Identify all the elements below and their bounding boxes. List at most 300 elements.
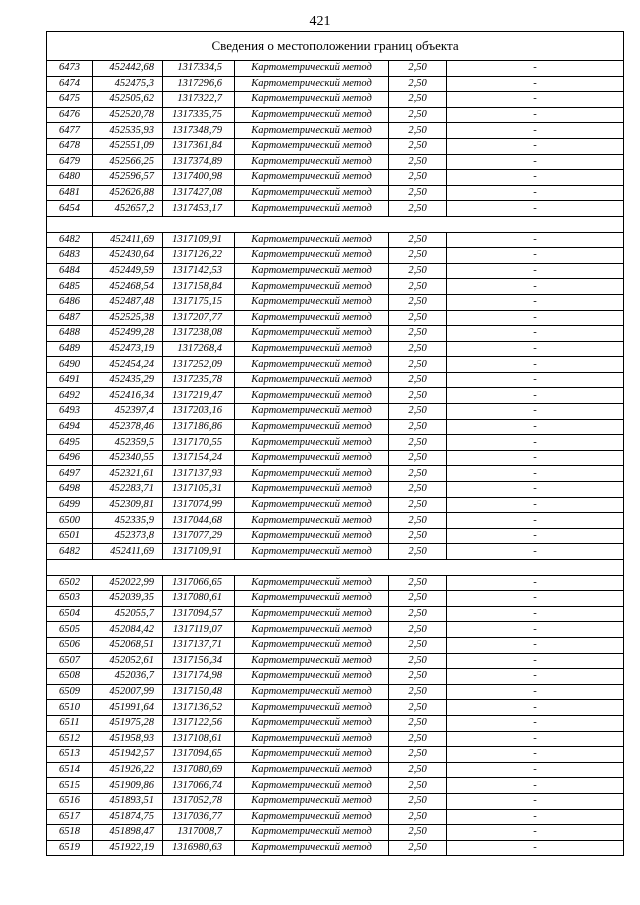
accuracy-cell: 2,50 (389, 154, 447, 170)
table-row (47, 700, 624, 716)
note-cell: - (447, 840, 624, 856)
table-row (47, 653, 624, 669)
coordinate-x: 452505,62 (93, 92, 163, 108)
table-row (47, 357, 624, 373)
point-number: 6505 (47, 622, 93, 638)
method-cell: Картометрический метод (235, 684, 389, 700)
note-cell: - (447, 357, 624, 373)
accuracy-cell: 2,50 (389, 170, 447, 186)
note-cell: - (447, 76, 624, 92)
method-cell: Картометрический метод (235, 715, 389, 731)
coordinate-x: 452449,59 (93, 263, 163, 279)
coordinate-x: 452566,25 (93, 154, 163, 170)
coordinate-x: 452442,68 (93, 61, 163, 77)
point-number: 6497 (47, 466, 93, 482)
table-row (47, 575, 624, 591)
table-row (47, 778, 624, 794)
note-cell: - (447, 762, 624, 778)
note-cell: - (447, 747, 624, 763)
table-row (47, 544, 624, 560)
coordinate-y: 1317094,65 (163, 747, 235, 763)
note-cell: - (447, 248, 624, 264)
accuracy-cell: 2,50 (389, 310, 447, 326)
coordinate-x: 452055,7 (93, 606, 163, 622)
accuracy-cell: 2,50 (389, 248, 447, 264)
coordinate-x: 452525,38 (93, 310, 163, 326)
note-cell: - (447, 107, 624, 123)
coordinate-y: 1317219,47 (163, 388, 235, 404)
method-cell: Картометрический метод (235, 138, 389, 154)
coordinate-y: 1317207,77 (163, 310, 235, 326)
note-cell: - (447, 435, 624, 451)
note-cell: - (447, 279, 624, 295)
point-number: 6510 (47, 700, 93, 716)
point-number: 6517 (47, 809, 93, 825)
accuracy-cell: 2,50 (389, 793, 447, 809)
accuracy-cell: 2,50 (389, 825, 447, 841)
table-row (47, 591, 624, 607)
point-number: 6514 (47, 762, 93, 778)
note-cell: - (447, 700, 624, 716)
coordinate-x: 451926,22 (93, 762, 163, 778)
table-row (47, 263, 624, 279)
coordinate-x: 452084,42 (93, 622, 163, 638)
coordinate-y: 1317066,74 (163, 778, 235, 794)
table-row (47, 606, 624, 622)
accuracy-cell: 2,50 (389, 513, 447, 529)
coordinate-x: 452411,69 (93, 544, 163, 560)
note-cell: - (447, 92, 624, 108)
table-row (47, 326, 624, 342)
accuracy-cell: 2,50 (389, 715, 447, 731)
coordinate-y: 1317052,78 (163, 793, 235, 809)
point-number: 6519 (47, 840, 93, 856)
accuracy-cell: 2,50 (389, 591, 447, 607)
accuracy-cell: 2,50 (389, 372, 447, 388)
note-cell: - (447, 154, 624, 170)
table-row (47, 170, 624, 186)
method-cell: Картометрический метод (235, 731, 389, 747)
accuracy-cell: 2,50 (389, 747, 447, 763)
accuracy-cell: 2,50 (389, 123, 447, 139)
note-cell: - (447, 61, 624, 77)
method-cell: Картометрический метод (235, 497, 389, 513)
coordinate-y: 1317156,34 (163, 653, 235, 669)
method-cell: Картометрический метод (235, 809, 389, 825)
method-cell: Картометрический метод (235, 201, 389, 217)
note-cell: - (447, 825, 624, 841)
method-cell: Картометрический метод (235, 513, 389, 529)
method-cell: Картометрический метод (235, 185, 389, 201)
accuracy-cell: 2,50 (389, 544, 447, 560)
point-number: 6488 (47, 326, 93, 342)
accuracy-cell: 2,50 (389, 107, 447, 123)
method-cell: Картометрический метод (235, 544, 389, 560)
point-number: 6477 (47, 123, 93, 139)
accuracy-cell: 2,50 (389, 357, 447, 373)
coordinate-x: 452468,54 (93, 279, 163, 295)
note-cell: - (447, 731, 624, 747)
coordinate-x: 452309,81 (93, 497, 163, 513)
method-cell: Картометрический метод (235, 762, 389, 778)
point-number: 6475 (47, 92, 93, 108)
accuracy-cell: 2,50 (389, 528, 447, 544)
note-cell: - (447, 201, 624, 217)
method-cell: Картометрический метод (235, 575, 389, 591)
method-cell: Картометрический метод (235, 61, 389, 77)
point-number: 6493 (47, 404, 93, 420)
point-number: 6478 (47, 138, 93, 154)
coordinate-x: 452036,7 (93, 669, 163, 685)
point-number: 6512 (47, 731, 93, 747)
point-number: 6496 (47, 450, 93, 466)
coordinate-x: 452373,8 (93, 528, 163, 544)
accuracy-cell: 2,50 (389, 185, 447, 201)
accuracy-cell: 2,50 (389, 138, 447, 154)
point-number: 6454 (47, 201, 93, 217)
method-cell: Картометрический метод (235, 419, 389, 435)
accuracy-cell: 2,50 (389, 388, 447, 404)
method-cell: Картометрический метод (235, 232, 389, 248)
table-row (47, 61, 624, 77)
accuracy-cell: 2,50 (389, 326, 447, 342)
method-cell: Картометрический метод (235, 388, 389, 404)
point-number: 6490 (47, 357, 93, 373)
coordinate-y: 1317077,29 (163, 528, 235, 544)
note-cell: - (447, 684, 624, 700)
coordinate-y: 1317036,77 (163, 809, 235, 825)
separator-cell (47, 560, 624, 576)
method-cell: Картометрический метод (235, 669, 389, 685)
coordinate-y: 1317108,61 (163, 731, 235, 747)
coordinate-x: 452335,9 (93, 513, 163, 529)
point-number: 6476 (47, 107, 93, 123)
table-row (47, 201, 624, 217)
accuracy-cell: 2,50 (389, 466, 447, 482)
coordinate-y: 1317066,65 (163, 575, 235, 591)
table-row (47, 341, 624, 357)
note-cell: - (447, 653, 624, 669)
coordinate-y: 1317335,75 (163, 107, 235, 123)
coordinate-x: 452435,29 (93, 372, 163, 388)
coordinate-y: 1317322,7 (163, 92, 235, 108)
note-cell: - (447, 450, 624, 466)
coordinate-y: 1317170,55 (163, 435, 235, 451)
point-number: 6495 (47, 435, 93, 451)
table-row (47, 279, 624, 295)
coordinate-x: 452378,46 (93, 419, 163, 435)
method-cell: Картометрический метод (235, 591, 389, 607)
point-number: 6503 (47, 591, 93, 607)
coordinate-x: 451898,47 (93, 825, 163, 841)
coordinate-y: 1317122,56 (163, 715, 235, 731)
note-cell: - (447, 372, 624, 388)
table-row (47, 107, 624, 123)
note-cell: - (447, 793, 624, 809)
point-number: 6506 (47, 637, 93, 653)
note-cell: - (447, 497, 624, 513)
table-title: Сведения о местоположении границ объекта (47, 32, 624, 61)
table-row (47, 622, 624, 638)
note-cell: - (447, 404, 624, 420)
table-row (47, 497, 624, 513)
coordinate-x: 452052,61 (93, 653, 163, 669)
coordinate-y: 1317203,16 (163, 404, 235, 420)
note-cell: - (447, 310, 624, 326)
point-number: 6486 (47, 294, 93, 310)
coordinate-y: 1317453,17 (163, 201, 235, 217)
coordinate-y: 1317074,99 (163, 497, 235, 513)
coordinate-y: 1317252,09 (163, 357, 235, 373)
accuracy-cell: 2,50 (389, 419, 447, 435)
note-cell: - (447, 669, 624, 685)
table-row (47, 715, 624, 731)
method-cell: Картометрический метод (235, 482, 389, 498)
table-row (47, 372, 624, 388)
method-cell: Картометрический метод (235, 294, 389, 310)
point-number: 6479 (47, 154, 93, 170)
coordinate-x: 451922,19 (93, 840, 163, 856)
method-cell: Картометрический метод (235, 92, 389, 108)
table-row (47, 840, 624, 856)
table-row (47, 92, 624, 108)
point-number: 6498 (47, 482, 93, 498)
coordinate-y: 1317150,48 (163, 684, 235, 700)
accuracy-cell: 2,50 (389, 435, 447, 451)
accuracy-cell: 2,50 (389, 700, 447, 716)
note-cell: - (447, 575, 624, 591)
point-number: 6484 (47, 263, 93, 279)
point-number: 6481 (47, 185, 93, 201)
coordinate-y: 1316980,63 (163, 840, 235, 856)
coordinate-x: 451991,64 (93, 700, 163, 716)
coordinate-y: 1317175,15 (163, 294, 235, 310)
table-row (47, 76, 624, 92)
note-cell: - (447, 419, 624, 435)
coordinate-y: 1317348,79 (163, 123, 235, 139)
note-cell: - (447, 528, 624, 544)
table-row (47, 637, 624, 653)
note-cell: - (447, 170, 624, 186)
table-row (47, 747, 624, 763)
coordinate-y: 1317109,91 (163, 232, 235, 248)
accuracy-cell: 2,50 (389, 575, 447, 591)
table-row (47, 513, 624, 529)
coordinate-y: 1317334,5 (163, 61, 235, 77)
point-number: 6509 (47, 684, 93, 700)
note-cell: - (447, 715, 624, 731)
coordinate-x: 452283,71 (93, 482, 163, 498)
accuracy-cell: 2,50 (389, 669, 447, 685)
table-row (47, 450, 624, 466)
note-cell: - (447, 263, 624, 279)
note-cell: - (447, 606, 624, 622)
accuracy-cell: 2,50 (389, 92, 447, 108)
table-row (47, 154, 624, 170)
accuracy-cell: 2,50 (389, 653, 447, 669)
method-cell: Картометрический метод (235, 248, 389, 264)
accuracy-cell: 2,50 (389, 684, 447, 700)
coordinate-y: 1317268,4 (163, 341, 235, 357)
coordinate-y: 1317080,61 (163, 591, 235, 607)
note-cell: - (447, 326, 624, 342)
point-number: 6480 (47, 170, 93, 186)
group-separator-row (47, 560, 624, 576)
coordinate-y: 1317080,69 (163, 762, 235, 778)
coordinate-x: 452340,55 (93, 450, 163, 466)
coordinate-y: 1317119,07 (163, 622, 235, 638)
accuracy-cell: 2,50 (389, 294, 447, 310)
coordinate-y: 1317137,93 (163, 466, 235, 482)
table-row (47, 388, 624, 404)
accuracy-cell: 2,50 (389, 201, 447, 217)
note-cell: - (447, 591, 624, 607)
note-cell: - (447, 809, 624, 825)
point-number: 6483 (47, 248, 93, 264)
coordinate-x: 452551,09 (93, 138, 163, 154)
coordinate-y: 1317174,98 (163, 669, 235, 685)
table-row (47, 435, 624, 451)
coordinate-y: 1317136,52 (163, 700, 235, 716)
accuracy-cell: 2,50 (389, 606, 447, 622)
method-cell: Картометрический метод (235, 528, 389, 544)
note-cell: - (447, 232, 624, 248)
coordinate-y: 1317094,57 (163, 606, 235, 622)
point-number: 6492 (47, 388, 93, 404)
table-row (47, 528, 624, 544)
coordinate-y: 1317374,89 (163, 154, 235, 170)
table-row (47, 123, 624, 139)
table-row (47, 731, 624, 747)
method-cell: Картометрический метод (235, 435, 389, 451)
method-cell: Картометрический метод (235, 700, 389, 716)
accuracy-cell: 2,50 (389, 637, 447, 653)
table-row (47, 825, 624, 841)
note-cell: - (447, 778, 624, 794)
method-cell: Картометрический метод (235, 653, 389, 669)
point-number: 6507 (47, 653, 93, 669)
method-cell: Картометрический метод (235, 154, 389, 170)
accuracy-cell: 2,50 (389, 731, 447, 747)
group-separator-row (47, 216, 624, 232)
accuracy-cell: 2,50 (389, 404, 447, 420)
coordinate-y: 1317238,08 (163, 326, 235, 342)
coordinate-x: 452068,51 (93, 637, 163, 653)
table-row (47, 482, 624, 498)
coordinate-x: 452397,4 (93, 404, 163, 420)
point-number: 6474 (47, 76, 93, 92)
note-cell: - (447, 138, 624, 154)
point-number: 6515 (47, 778, 93, 794)
note-cell: - (447, 482, 624, 498)
coordinate-y: 1317142,53 (163, 263, 235, 279)
point-number: 6482 (47, 544, 93, 560)
coordinate-x: 451958,93 (93, 731, 163, 747)
method-cell: Картометрический метод (235, 107, 389, 123)
coordinate-x: 451975,28 (93, 715, 163, 731)
method-cell: Картометрический метод (235, 279, 389, 295)
method-cell: Картометрический метод (235, 170, 389, 186)
point-number: 6502 (47, 575, 93, 591)
point-number: 6501 (47, 528, 93, 544)
coordinate-x: 451909,86 (93, 778, 163, 794)
note-cell: - (447, 341, 624, 357)
accuracy-cell: 2,50 (389, 450, 447, 466)
note-cell: - (447, 544, 624, 560)
accuracy-cell: 2,50 (389, 341, 447, 357)
coordinate-x: 452359,5 (93, 435, 163, 451)
table-row (47, 310, 624, 326)
coordinate-x: 452321,61 (93, 466, 163, 482)
coordinate-x: 452454,24 (93, 357, 163, 373)
point-number: 6487 (47, 310, 93, 326)
coordinate-x: 452473,19 (93, 341, 163, 357)
point-number: 6513 (47, 747, 93, 763)
coordinate-x: 452007,99 (93, 684, 163, 700)
accuracy-cell: 2,50 (389, 622, 447, 638)
coordinate-y: 1317126,22 (163, 248, 235, 264)
note-cell: - (447, 466, 624, 482)
method-cell: Картометрический метод (235, 840, 389, 856)
method-cell: Картометрический метод (235, 466, 389, 482)
point-number: 6504 (47, 606, 93, 622)
method-cell: Картометрический метод (235, 606, 389, 622)
method-cell: Картометрический метод (235, 263, 389, 279)
point-number: 6499 (47, 497, 93, 513)
note-cell: - (447, 294, 624, 310)
coordinate-y: 1317044,68 (163, 513, 235, 529)
note-cell: - (447, 388, 624, 404)
method-cell: Картометрический метод (235, 450, 389, 466)
point-number: 6482 (47, 232, 93, 248)
coordinate-x: 452535,93 (93, 123, 163, 139)
point-number: 6508 (47, 669, 93, 685)
method-cell: Картометрический метод (235, 76, 389, 92)
coordinate-y: 1317427,08 (163, 185, 235, 201)
method-cell: Картометрический метод (235, 310, 389, 326)
method-cell: Картометрический метод (235, 404, 389, 420)
coordinate-x: 452430,64 (93, 248, 163, 264)
table-row (47, 294, 624, 310)
table-row (47, 248, 624, 264)
method-cell: Картометрический метод (235, 326, 389, 342)
note-cell: - (447, 185, 624, 201)
accuracy-cell: 2,50 (389, 279, 447, 295)
note-cell: - (447, 513, 624, 529)
coordinate-x: 451893,51 (93, 793, 163, 809)
accuracy-cell: 2,50 (389, 482, 447, 498)
point-number: 6518 (47, 825, 93, 841)
table-row (47, 684, 624, 700)
coordinate-y: 1317400,98 (163, 170, 235, 186)
coordinate-x: 452657,2 (93, 201, 163, 217)
coordinate-x: 452475,3 (93, 76, 163, 92)
table-row (47, 762, 624, 778)
coordinate-y: 1317109,91 (163, 544, 235, 560)
accuracy-cell: 2,50 (389, 809, 447, 825)
method-cell: Картометрический метод (235, 793, 389, 809)
coordinate-x: 451874,75 (93, 809, 163, 825)
accuracy-cell: 2,50 (389, 263, 447, 279)
point-number: 6516 (47, 793, 93, 809)
accuracy-cell: 2,50 (389, 76, 447, 92)
method-cell: Картометрический метод (235, 747, 389, 763)
point-number: 6494 (47, 419, 93, 435)
table-row (47, 466, 624, 482)
accuracy-cell: 2,50 (389, 840, 447, 856)
method-cell: Картометрический метод (235, 637, 389, 653)
coordinate-x: 452487,48 (93, 294, 163, 310)
